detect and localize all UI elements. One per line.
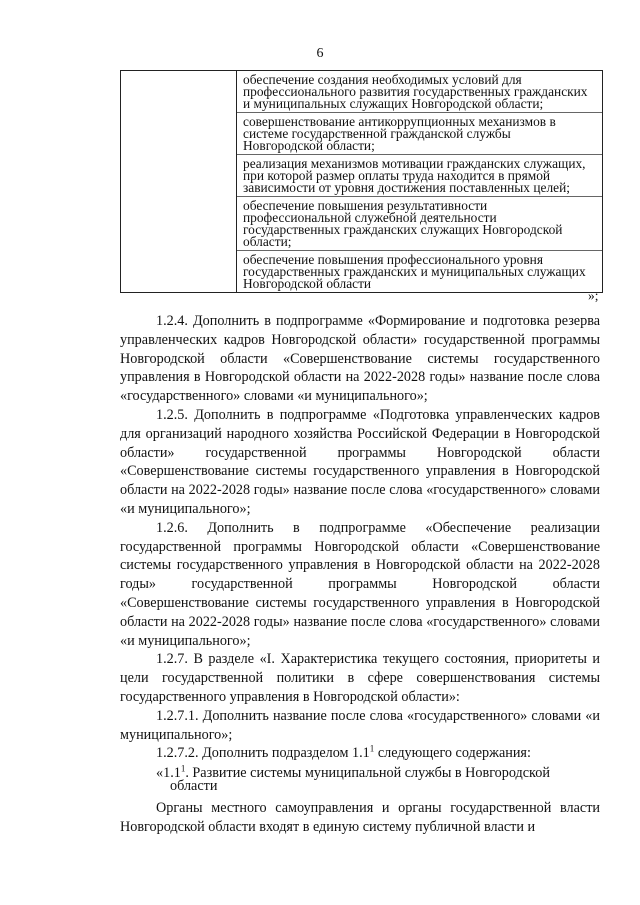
program-table [120, 70, 603, 293]
table-item: реализация механизмов мотивации гражданских служащих, при которой размер оплаты труда находится в прямой зависимости от уровня достижения поставленных целей; [237, 154, 602, 196]
subsection-title-1: . Развитие системы муниципальной службы в Новгородской [185, 765, 550, 782]
document-body [120, 312, 600, 837]
subsection-prefix: «1.1 [156, 765, 181, 782]
p1272-sup: 1 [369, 743, 375, 754]
table-item: обеспечение создания необходимых условий для профессионального развития государственных гражданских и муниципальных служащих Новгородской области; [243, 72, 588, 111]
table-item: совершенствование антикоррупционных механизмов в системе государственной гражданской службы Новгородской области; [237, 112, 602, 154]
p1272-before: 1.2.7.2. Дополнить подразделом 1.1 [156, 745, 370, 762]
page-number: 6 [316, 46, 324, 61]
table-close-mark: »; [588, 288, 599, 303]
subsection-title-2: области [170, 778, 218, 795]
paragraph-1-2-6: 1.2.6. Дополнить в подпрограмме «Обеспечение реализации государственной программы Новгородской области «Совершенствование системы государственного управления в Новгородской области на 2022-2028 годы» государственной программы Новгородской области «Совершенствование системы государственного управления в Новгородской области на 2022-2028 годы» название после слова «государственного» словами «и муниципального»; [120, 519, 600, 649]
paragraph-1-2-7-1: 1.2.7.1. Дополнить название после слова «государственного» словами «и муниципального»; [120, 707, 600, 743]
paragraph-1-2-5: 1.2.5. Дополнить в подпрограмме «Подготовка управленческих кадров для организаций народного хозяйства Российской Федерации в Новгородской области» государственной программы Новгородской области «Совершенствование системы государственного управления в Новгородской области на 2022-2028 годы» название после слова «государственного» словами «и муниципального»; [120, 406, 600, 517]
final-paragraph: Органы местного самоуправления и органы государственной власти Новгородской области входят в единую систему публичной власти и [120, 800, 600, 835]
paragraph-1-2-4: 1.2.4. Дополнить в подпрограмме «Формирование и подготовка резерва управленческих кадров Новгородской области» государственной программы Новгородской области «Совершенствование системы государственного управления в Новгородской области на 2022-2028 годы» название после слова «государственного» словами «и муниципального»; [120, 313, 600, 405]
subsection-heading [120, 763, 600, 795]
table-item: обеспечение повышения профессионального уровня государственных гражданских и муниципальных служащих Новгородской области [237, 250, 602, 292]
paragraph-1-2-7: 1.2.7. В разделе «I. Характеристика текущего состояния, приоритеты и цели государственной политики в сфере совершенствования системы государственного управления в Новгородской области»: [120, 651, 600, 705]
table-row [121, 71, 603, 293]
table-item: обеспечение повышения результативности профессиональной служебной деятельности государственных гражданских служащих Новгородской области; [237, 196, 602, 250]
paragraph-1-2-7-2 [120, 744, 600, 763]
table-cell-content [237, 71, 603, 293]
table-cell-empty [121, 71, 237, 293]
subsection-sup: 1 [180, 763, 186, 774]
p1272-after: следующего содержания: [374, 745, 531, 762]
